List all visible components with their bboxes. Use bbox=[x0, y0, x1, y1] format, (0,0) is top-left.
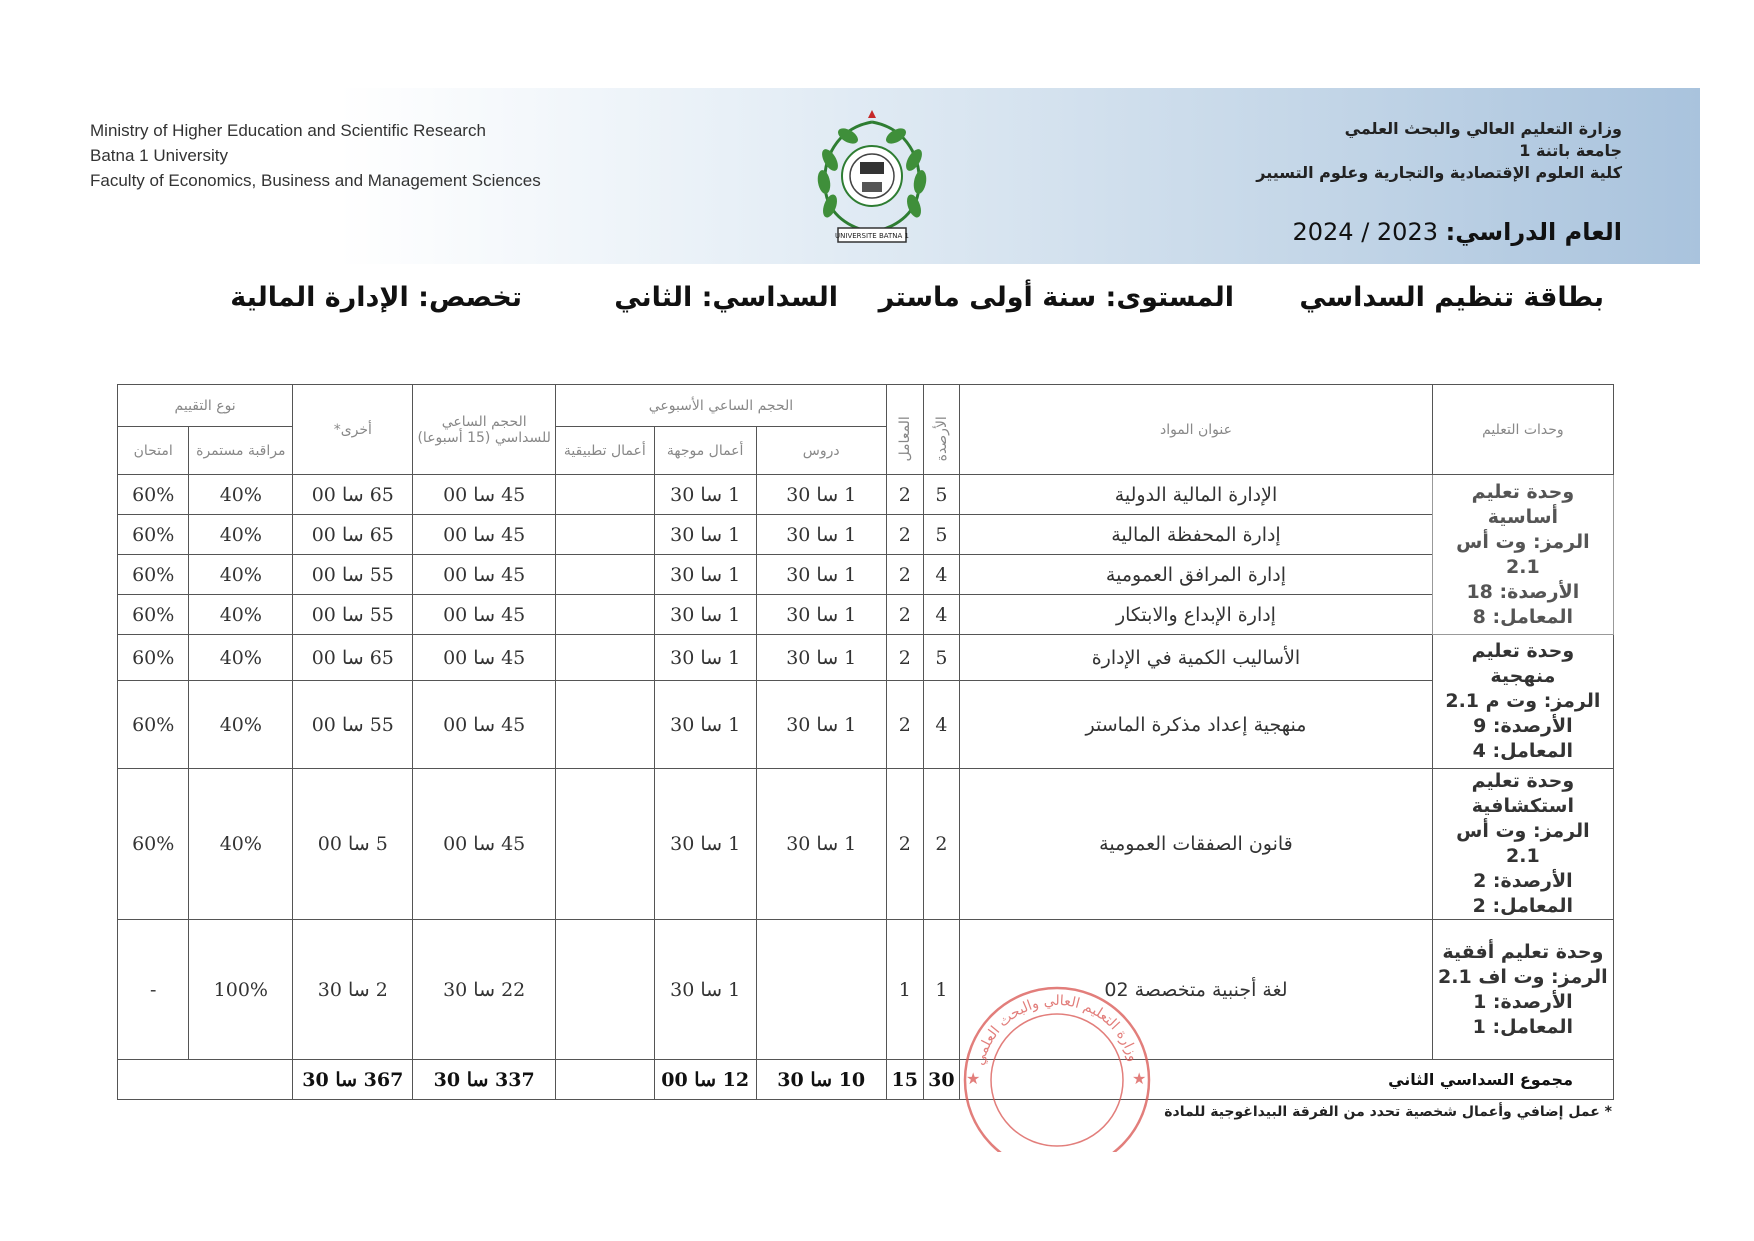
ar-university: جامعة باتنة 1 bbox=[1519, 141, 1622, 160]
directed-cell: 1 سا 30 bbox=[654, 595, 756, 635]
header-band-cutout bbox=[80, 218, 336, 264]
lectures-cell: 1 سا 30 bbox=[756, 555, 886, 595]
other-cell: 2 سا 30 bbox=[293, 920, 413, 1060]
total-row bbox=[118, 1060, 1614, 1100]
year-label: العام الدراسي: bbox=[1445, 218, 1622, 246]
directed-cell: 1 سا 30 bbox=[654, 769, 756, 920]
practical-cell bbox=[555, 635, 654, 681]
other-cell: 55 سا 00 bbox=[293, 595, 413, 635]
coef-cell: 1 bbox=[886, 920, 923, 1060]
table-row bbox=[118, 515, 1614, 555]
table-row bbox=[118, 595, 1614, 635]
total-other: 367 سا 30 bbox=[293, 1060, 413, 1100]
header-units: وحدات التعليم bbox=[1432, 385, 1613, 475]
exam-cell: 60% bbox=[118, 515, 189, 555]
practical-cell bbox=[555, 515, 654, 555]
table-row bbox=[118, 635, 1614, 681]
en-ministry: Ministry of Higher Education and Scientific Research bbox=[90, 121, 486, 140]
semester-cell: 45 سا 00 bbox=[413, 635, 556, 681]
semester-title: السداسي: الثاني bbox=[614, 282, 838, 313]
university-logo bbox=[808, 110, 936, 250]
semester-cell: 45 سا 00 bbox=[413, 595, 556, 635]
credits-cell: 5 bbox=[923, 635, 960, 681]
other-cell: 55 سا 00 bbox=[293, 555, 413, 595]
total-directed: 12 سا 00 bbox=[654, 1060, 756, 1100]
total-label: مجموع السداسي الثاني bbox=[960, 1060, 1614, 1100]
directed-cell: 1 سا 30 bbox=[654, 555, 756, 595]
total-coef: 15 bbox=[886, 1060, 923, 1100]
year-value: 2024 / 2023 bbox=[1292, 218, 1438, 246]
exam-cell: - bbox=[118, 920, 189, 1060]
table-row bbox=[118, 681, 1614, 769]
semester-cell: 45 سا 00 bbox=[413, 769, 556, 920]
official-stamp bbox=[952, 970, 1162, 1152]
en-university: Batna 1 University bbox=[90, 146, 228, 165]
coef-cell: 2 bbox=[886, 769, 923, 920]
semester-cell: 45 سا 00 bbox=[413, 681, 556, 769]
ar-faculty: كلية العلوم الإقتصادية والتجارية وعلوم التسيير bbox=[1256, 163, 1622, 182]
other-cell: 5 سا 00 bbox=[293, 769, 413, 920]
practical-cell bbox=[555, 769, 654, 920]
continuous-cell: 40% bbox=[189, 515, 293, 555]
header-lectures: دروس bbox=[756, 427, 886, 475]
subject-cell: إدارة الإبداع والابتكار bbox=[960, 595, 1433, 635]
coef-cell: 2 bbox=[886, 555, 923, 595]
ar-ministry: وزارة التعليم العالي والبحث العلمي bbox=[1344, 119, 1622, 138]
subject-cell: منهجية إعداد مذكرة الماستر bbox=[960, 681, 1433, 769]
exam-cell: 60% bbox=[118, 595, 189, 635]
directed-cell: 1 سا 30 bbox=[654, 920, 756, 1060]
unit-cell: وحدة تعليم أفقية الرمز: وت اف 2.1 الأرصدة: 1 المعامل: 1 bbox=[1432, 920, 1613, 1060]
other-cell: 65 سا 00 bbox=[293, 475, 413, 515]
credits-cell: 5 bbox=[923, 515, 960, 555]
header-other: أخرى* bbox=[293, 385, 413, 475]
credits-cell: 2 bbox=[923, 769, 960, 920]
credits-cell: 5 bbox=[923, 475, 960, 515]
exam-cell: 60% bbox=[118, 555, 189, 595]
title-row bbox=[150, 282, 1604, 326]
practical-cell bbox=[555, 681, 654, 769]
directed-cell: 1 سا 30 bbox=[654, 515, 756, 555]
practical-cell bbox=[555, 555, 654, 595]
continuous-cell: 40% bbox=[189, 635, 293, 681]
header-practical: أعمال تطبيقية bbox=[555, 427, 654, 475]
directed-cell: 1 سا 30 bbox=[654, 475, 756, 515]
header-eval-type: نوع التقييم bbox=[118, 385, 293, 427]
specialty-title: تخصص: الإدارة المالية bbox=[230, 282, 522, 313]
header-continuous: مراقبة مستمرة bbox=[189, 427, 293, 475]
subject-cell: إدارة المحفظة المالية bbox=[960, 515, 1433, 555]
table-row bbox=[118, 769, 1614, 920]
header-semester-hours: الحجم الساعي للسداسي (15 أسبوعا) bbox=[413, 385, 556, 475]
practical-cell bbox=[555, 595, 654, 635]
lectures-cell: 1 سا 30 bbox=[756, 595, 886, 635]
exam-cell: 60% bbox=[118, 475, 189, 515]
academic-year bbox=[1292, 218, 1622, 246]
semester-table bbox=[117, 384, 1614, 1100]
lectures-cell: 1 سا 30 bbox=[756, 515, 886, 555]
svg-text:★: ★ bbox=[966, 1069, 981, 1088]
semester-cell: 22 سا 30 bbox=[413, 920, 556, 1060]
continuous-cell: 40% bbox=[189, 681, 293, 769]
total-practical bbox=[555, 1060, 654, 1100]
svg-text:★: ★ bbox=[1132, 1069, 1147, 1088]
directed-cell: 1 سا 30 bbox=[654, 681, 756, 769]
exam-cell: 60% bbox=[118, 681, 189, 769]
header-arabic bbox=[1256, 118, 1622, 184]
header-subject: عنوان المواد bbox=[960, 385, 1433, 475]
semester-cell: 45 سا 00 bbox=[413, 515, 556, 555]
continuous-cell: 100% bbox=[189, 920, 293, 1060]
semester-cell: 45 سا 00 bbox=[413, 475, 556, 515]
stamp-text: وزارة التعليم العالي والبحث العلمي bbox=[971, 992, 1142, 1068]
level-title: المستوى: سنة أولى ماستر bbox=[878, 282, 1234, 313]
unit-cell: وحدة تعليم منهجية الرمز: وت م 2.1 الأرصدة: 9 المعامل: 4 bbox=[1432, 635, 1613, 769]
exam-cell: 60% bbox=[118, 635, 189, 681]
lectures-cell: 1 سا 30 bbox=[756, 681, 886, 769]
table-row bbox=[118, 475, 1614, 515]
subject-cell: الإدارة المالية الدولية bbox=[960, 475, 1433, 515]
coef-cell: 2 bbox=[886, 515, 923, 555]
total-eval-empty bbox=[118, 1060, 293, 1100]
card-title: بطاقة تنظيم السداسي bbox=[1299, 282, 1604, 313]
lectures-cell: 1 سا 30 bbox=[756, 635, 886, 681]
continuous-cell: 40% bbox=[189, 595, 293, 635]
coef-cell: 2 bbox=[886, 635, 923, 681]
logo-caption: UNIVERSITE BATNA 1 bbox=[835, 232, 909, 240]
exam-cell: 60% bbox=[118, 769, 189, 920]
continuous-cell: 40% bbox=[189, 769, 293, 920]
header-credits: الأرصدة bbox=[923, 385, 960, 475]
header-coef: المعامل bbox=[886, 385, 923, 475]
other-cell: 65 سا 00 bbox=[293, 515, 413, 555]
subject-cell: الأساليب الكمية في الإدارة bbox=[960, 635, 1433, 681]
coef-cell: 2 bbox=[886, 595, 923, 635]
table-row bbox=[118, 920, 1614, 1060]
continuous-cell: 40% bbox=[189, 555, 293, 595]
total-credits: 30 bbox=[923, 1060, 960, 1100]
table-row bbox=[118, 555, 1614, 595]
directed-cell: 1 سا 30 bbox=[654, 635, 756, 681]
total-lectures: 10 سا 30 bbox=[756, 1060, 886, 1100]
lectures-cell: 1 سا 30 bbox=[756, 769, 886, 920]
lectures-cell bbox=[756, 920, 886, 1060]
other-cell: 55 سا 00 bbox=[293, 681, 413, 769]
coef-cell: 2 bbox=[886, 681, 923, 769]
total-semester: 337 سا 30 bbox=[413, 1060, 556, 1100]
credits-cell: 4 bbox=[923, 595, 960, 635]
subject-cell: قانون الصفقات العمومية bbox=[960, 769, 1433, 920]
unit-cell: وحدة تعليم أساسية الرمز: وت أس 2.1 الأرصدة: 18 المعامل: 8 bbox=[1432, 475, 1613, 635]
header-weekly: الحجم الساعي الأسبوعي bbox=[555, 385, 886, 427]
lectures-cell: 1 سا 30 bbox=[756, 475, 886, 515]
en-faculty: Faculty of Economics, Business and Management Sciences bbox=[90, 171, 541, 190]
practical-cell bbox=[555, 920, 654, 1060]
continuous-cell: 40% bbox=[189, 475, 293, 515]
practical-cell bbox=[555, 475, 654, 515]
subject-cell: لغة أجنبية متخصصة 02 bbox=[960, 920, 1433, 1060]
header-directed: أعمال موجهة bbox=[654, 427, 756, 475]
subject-cell: إدارة المرافق العمومية bbox=[960, 555, 1433, 595]
semester-cell: 45 سا 00 bbox=[413, 555, 556, 595]
coef-cell: 2 bbox=[886, 475, 923, 515]
header-exam: امتحان bbox=[118, 427, 189, 475]
header-english bbox=[90, 118, 541, 193]
credits-cell: 1 bbox=[923, 920, 960, 1060]
unit-cell: وحدة تعليم استكشافية الرمز: وت أس 2.1 الأرصدة: 2 المعامل: 2 bbox=[1432, 769, 1613, 920]
other-cell: 65 سا 00 bbox=[293, 635, 413, 681]
credits-cell: 4 bbox=[923, 681, 960, 769]
credits-cell: 4 bbox=[923, 555, 960, 595]
footnote: * عمل إضافي وأعمال شخصية تحدد من الفرقة البيداغوجية للمادة bbox=[1164, 1104, 1612, 1120]
